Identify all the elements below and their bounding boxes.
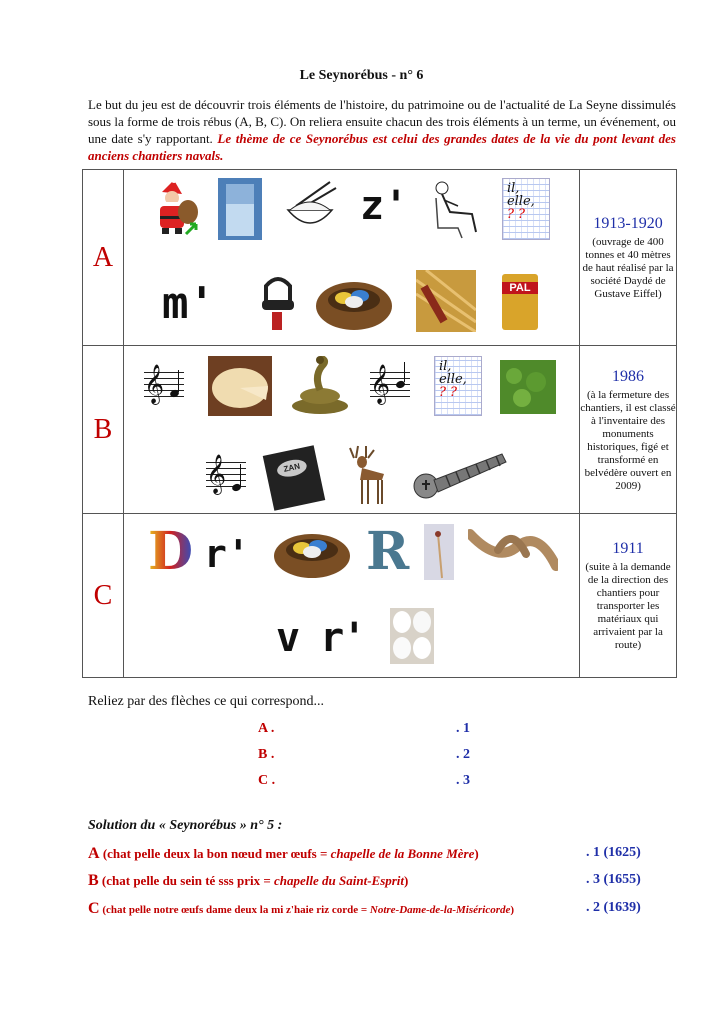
rebus-pictures-c — [123, 514, 579, 678]
eggs-image — [390, 608, 434, 664]
solution-number-a: . 1 (1625) — [586, 845, 641, 860]
info-cell-a — [580, 170, 677, 346]
santa-claus-icon — [148, 178, 200, 236]
bird-nest-icon — [314, 270, 394, 334]
row-letter: A — [83, 170, 124, 346]
solution-close: ) — [404, 873, 409, 888]
solution-text: (chat pelle deux la bon nœud mer œufs = — [99, 846, 331, 861]
rebus-pictures-b — [123, 346, 579, 514]
screw-bolt-icon — [412, 448, 508, 500]
solution-title: Solution du « Seynorébus » n° 5 : — [88, 818, 283, 833]
il-text: il, — [506, 181, 520, 196]
music-note-mi-icon: 𝄞 — [206, 462, 246, 492]
solution-item-a — [88, 845, 479, 863]
matchstick-image — [424, 524, 454, 580]
solution-close: ) — [474, 846, 479, 861]
solution-number-c: . 2 (1639) — [586, 900, 641, 915]
rebus-row-a — [83, 170, 677, 346]
music-note-si-icon: 𝄞 — [370, 372, 410, 402]
rebus-row-c — [83, 514, 677, 678]
solution-letter: A — [88, 845, 100, 862]
letter-r-glyph: r' — [203, 532, 250, 576]
rice-bowl-icon — [282, 180, 338, 234]
row-info: (suite à la demande de la direction des chantiers pour transporter les matériaux qui arrivaient par la route) — [585, 561, 671, 651]
row-info: (ouvrage de 400 tonnes et 40 mètres de haut réalisé par la société Daydé de Gustave Eiffel) — [582, 236, 674, 300]
row-year: 1911 — [612, 540, 644, 557]
row-letter: B — [83, 346, 124, 514]
solution-text: (chat pelle notre œufs dame deux la mi z'haie riz corde = — [99, 904, 370, 916]
letter-capital-r-glyph: R — [365, 521, 410, 582]
pal-can-icon — [502, 274, 538, 330]
row-year: 1913-1920 — [593, 215, 663, 232]
row-info: (à la fermeture des chantiers, il est classé à l'inventaire des monuments historiques, figé et transformé en belvédère ouvert en 2009) — [580, 388, 676, 492]
link-number-1: . 1 — [456, 721, 470, 736]
solution-item-c — [88, 900, 514, 918]
solution-answer: Notre-Dame-de-la-Miséricorde — [369, 904, 511, 916]
rebus-row-b — [83, 346, 677, 514]
solution-answer: chapelle de la Bonne Mère — [330, 846, 475, 861]
solution-item-b — [88, 872, 408, 890]
link-letter-c: C . — [258, 773, 276, 788]
rebus-pictures-a — [123, 170, 579, 346]
solution-answer: chapelle du Saint-Esprit — [274, 873, 405, 888]
zan-packet-icon — [263, 445, 326, 511]
water-glass-image — [218, 178, 262, 240]
il-elle-card — [502, 178, 550, 240]
music-note-f-icon: 𝄞 — [144, 372, 184, 402]
link-number-2: . 2 — [456, 747, 470, 762]
seated-person-icon — [428, 178, 484, 240]
hedge-image — [500, 360, 556, 414]
linking-instruction: Reliez par des flèches ce qui correspond... — [88, 694, 324, 709]
link-letter-b: B . — [258, 747, 275, 762]
rope-knot-icon — [468, 524, 558, 574]
pal-label: PAL — [502, 282, 538, 294]
u-lock-icon — [258, 272, 298, 332]
intro-paragraph — [88, 96, 676, 164]
info-cell-c — [580, 514, 677, 678]
question-marks-text: ? ? — [438, 385, 458, 400]
intro-theme: Le thème de ce Seynorébus est celui des grandes dates de la vie du pont levant des anciens chantiers navals. — [88, 131, 676, 163]
solution-letter: B — [88, 872, 99, 889]
link-letter-a: A . — [258, 721, 275, 736]
cheese-wheel-image — [208, 356, 272, 416]
letter-m-glyph: m' — [161, 278, 215, 329]
solution-number-b: . 3 (1655) — [586, 872, 641, 887]
letter-z-glyph: z' — [359, 183, 409, 229]
intro-text: Le but du jeu est de découvrir trois éléments de l'histoire, du patrimoine ou de l'actualité de La Seyne dissimulés sous la forme de trois rébus (A, B, C). On reliera ensuite chacun des trois éléments à un terme, un événement, ou une date s'y rapportant. — [88, 97, 676, 146]
solution-close: ) — [510, 904, 515, 916]
letter-d-glyph: D — [147, 521, 194, 582]
elle-text: elle, — [438, 372, 467, 387]
deer-icon — [336, 444, 392, 508]
solution-letter: C — [88, 900, 100, 917]
link-number-3: . 3 — [456, 773, 470, 788]
hay-bundle-image — [416, 270, 476, 332]
info-cell-b — [580, 346, 677, 514]
page-title: Le Seynorébus - n° 6 — [299, 68, 424, 83]
letters-v-r-glyph: v r' — [275, 615, 365, 661]
snake-icon — [288, 356, 352, 416]
solution-text: (chat pelle du sein té sss prix = — [98, 873, 275, 888]
rebus-table — [82, 169, 677, 678]
elle-text: elle, — [506, 194, 535, 209]
il-text: il, — [438, 359, 452, 374]
row-letter: C — [83, 514, 124, 678]
question-marks-text: ? ? — [506, 207, 526, 222]
bird-nest-icon — [272, 522, 352, 582]
row-year: 1986 — [612, 367, 645, 385]
il-elle-card — [434, 356, 482, 416]
zan-label: ZAN — [276, 457, 309, 479]
